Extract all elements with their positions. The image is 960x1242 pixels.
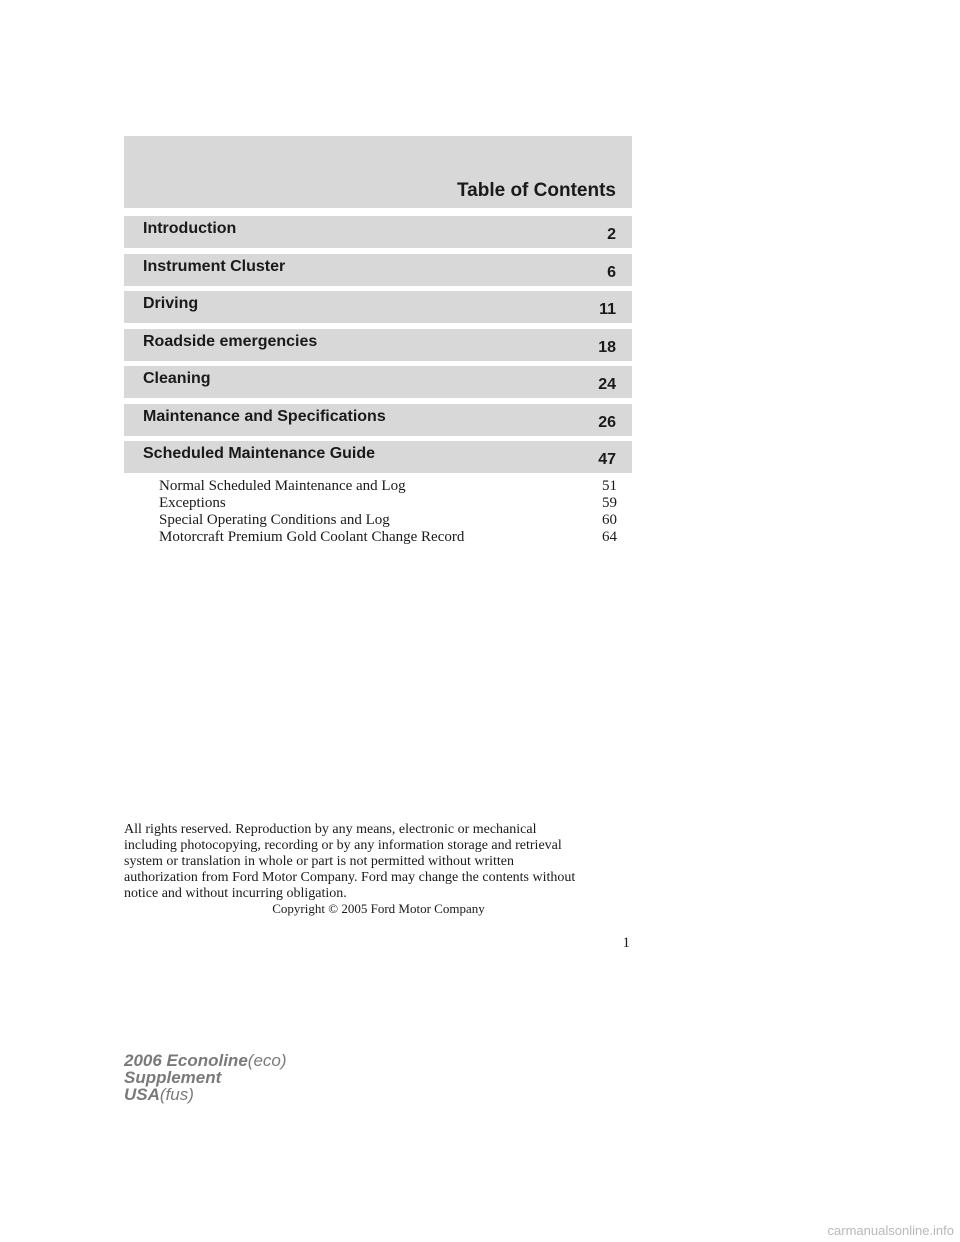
footer-doc-type: Supplement <box>124 1068 222 1087</box>
footer-model: 2006 Econoline <box>124 1051 248 1070</box>
footer-market: USA <box>124 1085 160 1104</box>
legal-notice <box>124 822 644 902</box>
subsection-label: Exceptions <box>159 495 226 511</box>
subsection-item[interactable] <box>159 495 617 512</box>
chapter-label: Roadside emergencies <box>143 333 318 350</box>
page-number: 1 <box>622 935 630 951</box>
chapter-scheduled-maintenance-guide[interactable] <box>124 441 632 473</box>
chapter-instrument-cluster[interactable] <box>124 254 632 286</box>
chapter-maintenance-and-specifications[interactable] <box>124 404 632 436</box>
chapter-page: 6 <box>607 264 616 281</box>
subsection-item[interactable] <box>159 529 617 546</box>
subsection-label: Special Operating Conditions and Log <box>159 512 390 528</box>
chapter-page: 24 <box>598 376 616 393</box>
copyright-notice: Copyright © 2005 Ford Motor Company <box>272 901 485 916</box>
legal-line: notice and without incurring obligation. <box>124 886 347 901</box>
subsection-page: 51 <box>602 478 617 494</box>
subsection-page: 60 <box>602 512 617 528</box>
subsection-label: Normal Scheduled Maintenance and Log <box>159 478 406 494</box>
subsection-item[interactable] <box>159 512 617 529</box>
chapter-page: 18 <box>598 339 616 356</box>
document-footer <box>124 1052 287 1103</box>
chapter-driving[interactable] <box>124 291 632 323</box>
footer-market-code: (fus) <box>159 1085 194 1104</box>
subsection-page: 64 <box>602 529 617 545</box>
subsection-item[interactable] <box>159 478 617 495</box>
toc-header <box>124 136 632 208</box>
chapter-cleaning[interactable] <box>124 366 632 398</box>
chapter-page: 47 <box>598 451 616 468</box>
legal-line: including photocopying, recording or by any information storage and retrieval <box>124 838 562 853</box>
chapter-page: 26 <box>598 414 616 431</box>
legal-line: All rights reserved. Reproduction by any means, electronic or mechanical <box>124 822 537 837</box>
page-title: Table of Contents <box>456 180 616 201</box>
watermark: carmanualsonline.info <box>827 1223 954 1238</box>
subsection-label: Motorcraft Premium Gold Coolant Change Record <box>159 529 465 545</box>
chapter-introduction[interactable] <box>124 216 632 248</box>
subsection-page: 59 <box>602 495 617 511</box>
legal-line: authorization from Ford Motor Company. Ford may change the contents without <box>124 870 576 885</box>
chapter-page: 11 <box>599 301 616 318</box>
chapter-label: Cleaning <box>143 370 211 387</box>
footer-model-code: (eco) <box>247 1051 287 1070</box>
chapter-label: Driving <box>143 295 199 312</box>
chapter-label: Maintenance and Specifications <box>143 408 386 425</box>
chapter-page: 2 <box>607 226 616 243</box>
legal-line: system or translation in whole or part is not permitted without written <box>124 854 514 869</box>
subsection-list <box>159 478 617 546</box>
chapter-label: Introduction <box>143 220 237 237</box>
chapter-label: Instrument Cluster <box>143 258 286 275</box>
chapter-label: Scheduled Maintenance Guide <box>143 445 376 462</box>
chapter-roadside-emergencies[interactable] <box>124 329 632 361</box>
